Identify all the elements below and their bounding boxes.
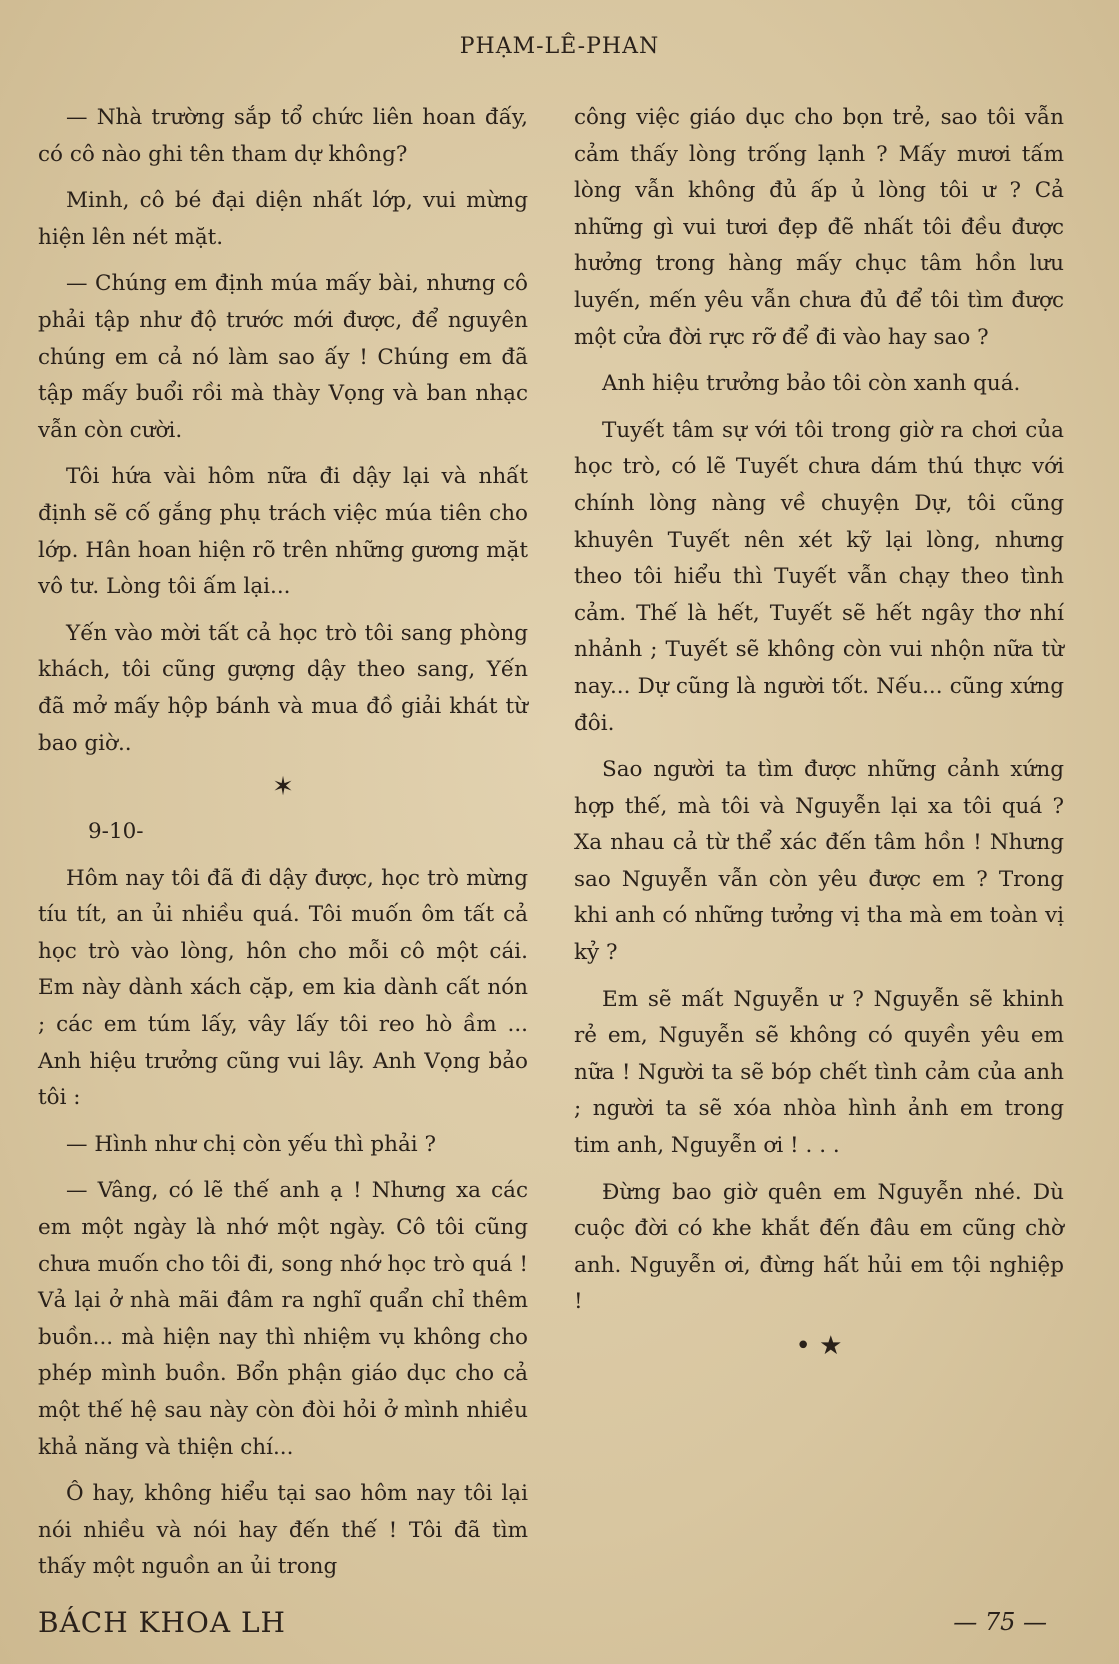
- page-number: — 75 —: [953, 1608, 1047, 1636]
- paragraph: công việc giáo dục cho bọn trẻ, sao tôi vẫn cảm thấy lòng trống lạnh ? Mấy mươi tấm lòng vẫn không đủ ấp ủ lòng tôi ư ? Cả những gì vui tươi đẹp đẽ nhất tôi đều được hưởng trong hàng mấy chục tâm hồn lưu luyến, mến yêu vẫn chưa đủ để tôi tìm được một cửa đời rực rỡ để đi vào hay sao ?: [574, 105, 1064, 350]
- left-column: [38, 100, 528, 1596]
- magazine-name: BÁCH KHOA LH: [38, 1606, 286, 1639]
- paragraph: Tuyết tâm sự với tôi trong giờ ra chơi của học trò, có lẽ Tuyết chưa dám thú thực với chính lòng nàng về chuyện Dự, tôi cũng khuyên Tuyết nên xét kỹ lại lòng, nhưng theo tôi hiểu thì Tuyết vẫn chạy theo tình cảm. Thế là hết, Tuyết sẽ hết ngây thơ nhí nhảnh ; Tuyết sẽ không còn vui nhộn nữa từ nay... Dự cũng là người tốt. Nếu... cũng xứng đôi.: [574, 417, 1064, 736]
- section-separator: ✶: [272, 772, 294, 803]
- paragraph: — Nhà trường sắp tổ chức liên hoan đấy, có cô nào ghi tên tham dự không?: [38, 105, 528, 167]
- paragraph: Anh hiệu trưởng bảo tôi còn xanh quá.: [602, 371, 1021, 397]
- end-mark: • ★: [795, 1331, 843, 1361]
- paragraph: Hôm nay tôi đã đi dậy được, học trò mừng tíu tít, an ủi nhiều quá. Tôi muốn ôm tất cả học trò vào lòng, hôn cho mỗi cô một cái. Em này dành xách cặp, em kia dành cất nón ; các em túm lấy, vây lấy tôi reo hò ầm ... Anh hiệu trưởng cũng vui lây. Anh Vọng bảo tôi :: [38, 865, 528, 1111]
- paragraph: — Chúng em định múa mấy bài, nhưng cô phải tập như độ trước mới được, để nguyên chúng em cả nó làm sao ấy ! Chúng em đã tập mấy buổi rồi mà thày Vọng và ban nhạc vẫn còn cười.: [38, 271, 528, 443]
- paragraph: Yến vào mời tất cả học trò tôi sang phòng khách, tôi cũng gượng dậy theo sang, Yến đã mở mấy hộp bánh và mua đồ giải khát từ bao giờ..: [38, 620, 528, 756]
- paragraph: Đừng bao giờ quên em Nguyễn nhé. Dù cuộc đời có khe khắt đến đâu em cũng chờ anh. Nguyễn ơi, đừng hất hủi em tội nghiệp !: [574, 1179, 1064, 1315]
- paragraph: — Hình như chị còn yếu thì phải ?: [66, 1131, 437, 1157]
- section-date-label: 9-10-: [88, 819, 144, 845]
- running-header: PHẠM-LÊ-PHAN: [459, 34, 660, 59]
- paragraph: Sao người ta tìm được những cảnh xứng hợp thế, mà tôi và Nguyễn lại xa tôi quá ? Xa nhau cả từ thể xác đến tâm hồn ! Nhưng sao Nguyễn vẫn còn yêu được em ? Trong khi anh có những tưởng vị tha mà em toàn vị kỷ ?: [574, 757, 1064, 966]
- paragraph: Tôi hứa vài hôm nữa đi dậy lại và nhất định sẽ cố gắng phụ trách việc múa tiên cho lớp. Hân hoan hiện rõ trên những gương mặt vô tư. Lòng tôi ấm lại...: [38, 464, 528, 600]
- right-column: [574, 100, 1064, 1361]
- paragraph: — Vâng, có lẽ thế anh ạ ! Nhưng xa các em một ngày là nhớ một ngày. Cô tôi cũng chưa muốn cho tôi đi, song nhớ học trò quá ! Vả lại ở nhà mãi đâm ra nghĩ quẩn chỉ thêm buồn... mà hiện nay thì nhiệm vụ không cho phép mình buồn. Bổn phận giáo dục cho cả một thế hệ sau này còn đòi hỏi ở mình nhiều khả năng và thiện chí...: [38, 1178, 528, 1460]
- paragraph: Minh, cô bé đại diện nhất lớp, vui mừng hiện lên nét mặt.: [38, 188, 528, 250]
- paragraph: Ô hay, không hiểu tại sao hôm nay tôi lại nói nhiều và nói hay đến thế ! Tôi đã tìm thấy một nguồn an ủi trong: [38, 1481, 528, 1580]
- paragraph: Em sẽ mất Nguyễn ư ? Nguyễn sẽ khinh rẻ em, Nguyễn sẽ không có quyền yêu em nữa ! Người ta sẽ bóp chết tình cảm của anh ; người ta sẽ xóa nhòa hình ảnh em trong tim anh, Nguyễn ơi ! . . .: [574, 986, 1064, 1159]
